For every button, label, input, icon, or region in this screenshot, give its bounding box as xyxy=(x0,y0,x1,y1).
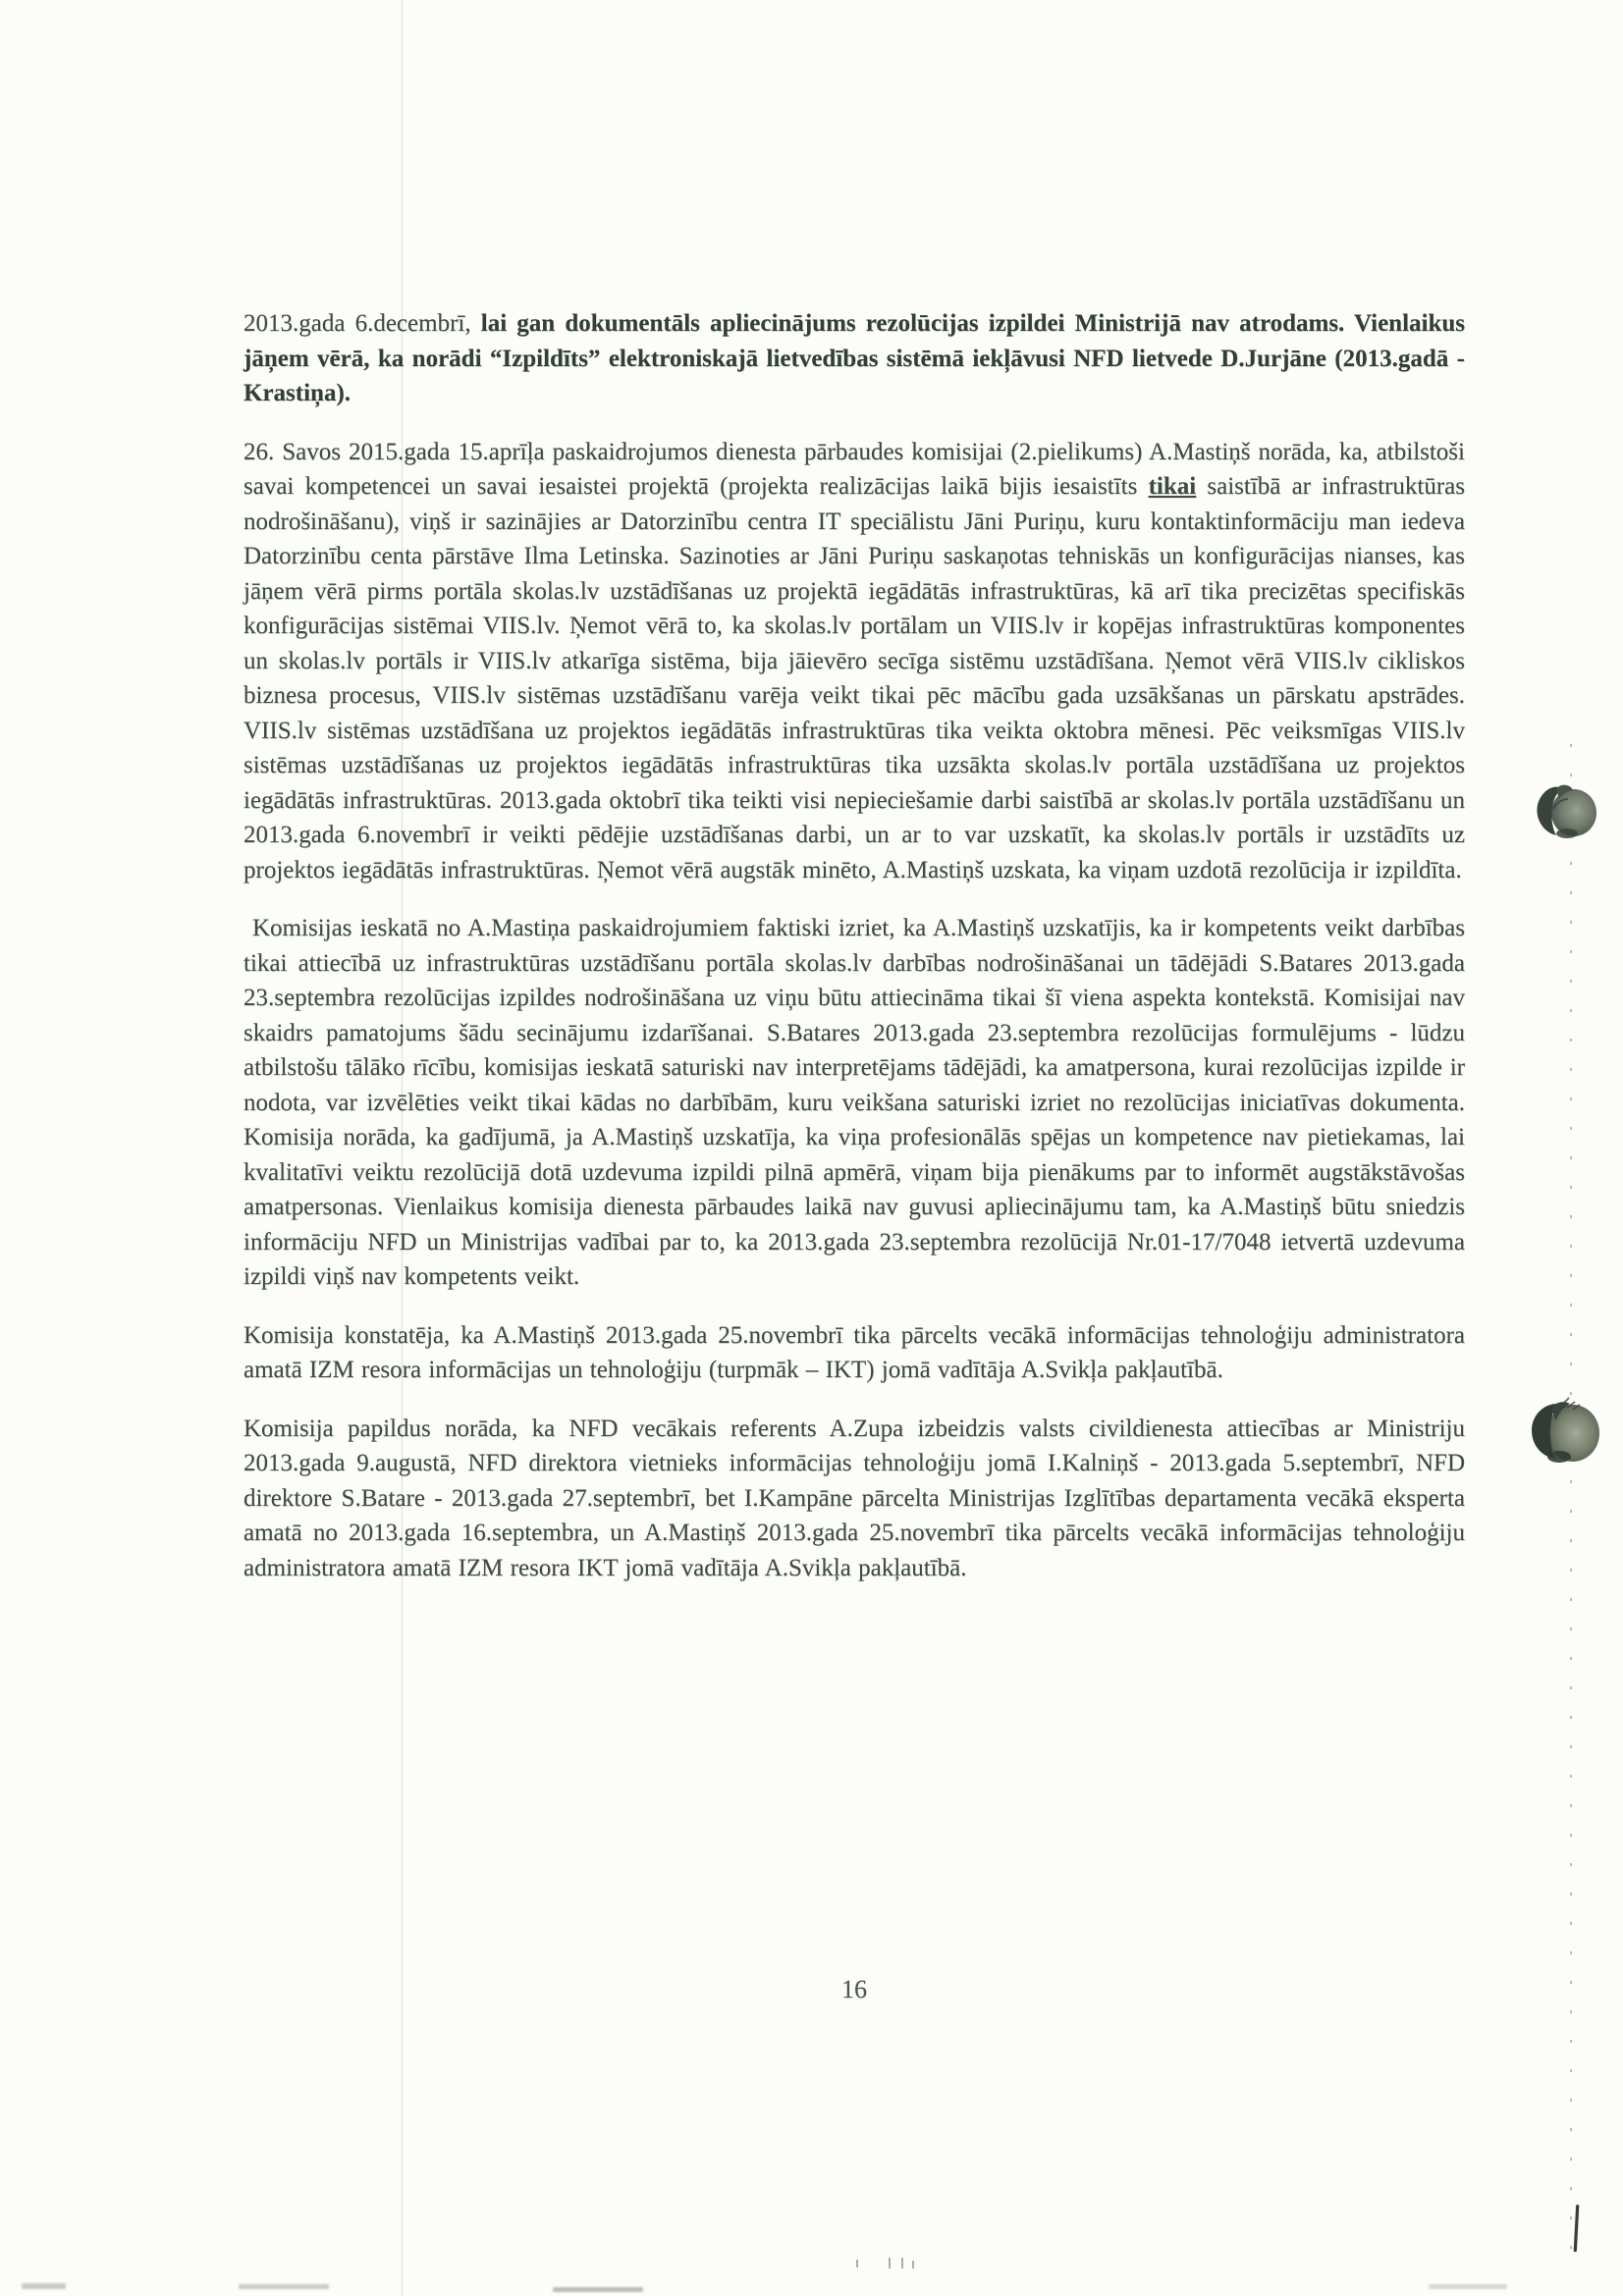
document-text-block xyxy=(243,306,1465,1609)
bottom-edge-tick-mark xyxy=(889,2258,891,2269)
emphasized-word: tikai xyxy=(1148,473,1197,500)
bottom-edge-smudge xyxy=(239,2284,329,2289)
paragraph-continuation xyxy=(243,306,1465,411)
paragraph-text: 26. Savos 2015.gada 15.aprīļa paskaidrojumos dienesta pārbaudes komisijai (2.pielikums) A.Mastiņš norāda, ka, atbilstoši savai kompetencei un savai iesaistei projektā (projekta realizācijas laikā bijis iesaistīts xyxy=(243,438,1465,500)
bottom-edge-tick-mark xyxy=(912,2261,914,2269)
ink-stain-top xyxy=(1532,781,1598,840)
right-edge-dotted-line xyxy=(1570,744,1572,2261)
bottom-edge-tick-mark xyxy=(901,2258,903,2269)
paragraph-text-bold: lai gan dokumentāls apliecinājums rezolūcijas izpildei Ministrijā nav atrodams. Vienlaikus jāņem vērā, ka norādi “Izpildīts” elektroniskajā lietvedības sistēmā iekļāvusi NFD lietvede D.Jurjāne (2013.gadā - Krastiņa). xyxy=(243,310,1466,406)
right-edge-ink-slash xyxy=(1574,2205,1580,2252)
paragraph-text: saistībā ar infrastruktūras nodrošināšanu), viņš ir sazinājies ar Datorzinību centra IT speciālistu Jāni Puriņu, kuru kontaktinformāciju man iedeva Datorzinību centa pārstāve Ilma Letinska. Sazinoties ar Jāni Puriņu saskaņotas tehniskās un konfigurācijas nianses, kas jāņem vērā pirms portāla skolas.lv uzstādīšanas uz projektā iegādātās infrastruktūras, kā arī tika precizētas specifiskās konfigurācijas sistēmai VIIS.lv. Ņemot vērā to, ka skolas.lv portālam un VIIS.lv ir kopējas infrastruktūras komponentes un skolas.lv portāls ir VIIS.lv atkarīga sistēma, bija jāievēro secīga sistēmu uzstādīšana. Ņemot vērā VIIS.lv cikliskos biznesa procesus, VIIS.lv sistēmas uzstādīšanu varēja veikt tikai pēc mācību gada uzsākšanas un pārskatu apstrādes. VIIS.lv sistēmas uzstādīšana uz projektos iegādātās infrastruktūras tika veikta oktobra mēnesi. Pēc veiksmīgas VIIS.lv sistēmas uzstādīšanas uz projektos iegādātās infrastruktūras tika uzsākta skolas.lv portāla uzstādīšana uz projektos iegādātās infrastruktūras. 2013.gada oktobrī tika teikti visi nepieciešamie darbi saistībā ar skolas.lv portāla uzstādīšanu un 2013.gada 6.novembrī ir veikti pēdējie uzstādīšanas darbi, un ar to var uzskatīt, ka skolas.lv portāls ir uzstādīts uz projektos iegādātās infrastruktūras. Ņemot vērā augstāk minēto, A.Mastiņš uzskata, ka viņam uzdotā rezolūcija ir izpildīta. xyxy=(243,473,1465,883)
paragraph-commission-additional-note: Komisija papildus norāda, ka NFD vecākais referents A.Zupa izbeidzis valsts civildienesta attiecības ar Ministriju 2013.gada 9.augustā, NFD direktora vietnieks informācijas tehnoloģiju jomā I.Kalniņš - 2013.gada 5.septembrī, NFD direktore S.Batare - 2013.gada 27.septembrī, bet I.Kampāne pārcelta Ministrijas Izglītības departamenta vecākā eksperta amatā no 2013.gada 16.septembra, un A.Mastiņš 2013.gada 25.novembrī tika pārcelts vecākā informācijas tehnoloģiju administratora amatā IZM resora IKT jomā vadītāja A.Svikļa pakļautībā. xyxy=(243,1415,1465,1581)
bottom-edge-smudge xyxy=(1429,2284,1507,2289)
paragraph-26 xyxy=(243,435,1465,888)
paragraph-commission-finding: Komisija konstatēja, ka A.Mastiņš 2013.gada 25.novembrī tika pārcelts vecākā informācijas tehnoloģiju administratora amatā IZM resora informācijas un tehnoloģiju (turpmāk – IKT) jomā vadītāja A.Svikļa pakļautībā. xyxy=(243,1321,1465,1383)
paragraph-text: 2013.gada 6.decembrī, xyxy=(243,310,481,337)
paragraph-commission-opinion: Komisijas ieskatā no A.Mastiņa paskaidrojumiem faktiski izriet, ka A.Mastiņš uzskatījis, ka ir kompetents veikt darbības tikai attiecībā uz infrastruktūras uzstādīšanu portāla skolas.lv darbības nodrošināšanai un tādējādi S.Batares 2013.gada 23.septembra rezolūcijas izpildes nodrošināšana uz viņu būtu attiecināma tikai šī viena aspekta kontekstā. Komisijai nav skaidrs pamatojums šādu secinājumu izdarīšanai. S.Batares 2013.gada 23.septembra rezolūcijas formulējums - lūdzu atbilstošu tālāko rīcību, komisijas ieskatā saturiski nav interpretējams tādējādi, ka amatpersona, kurai rezolūcijas izpilde ir nodota, var izvēlēties veikt tikai kādas no darbībām, kuru veikšana saturiski izriet no rezolūcijas iniciatīvas dokumenta. Komisija norāda, ka gadījumā, ja A.Mastiņš uzskatīja, ka viņa profesionālās spējas un kompetence nav pietiekamas, lai kvalitatīvi veiktu rezolūcijā dotā uzdevuma izpildi pilnā apmērā, viņam bija pienākums par to informēt augstākstāvošas amatpersonas. Vienlaikus komisija dienesta pārbaudes laikā nav guvusi apliecinājumu tam, ka A.Mastiņš būtu sniedzis informāciju NFD un Ministrijas vadībai par to, ka 2013.gada 23.septembra rezolūcijā Nr.01-17/7048 ietvertā uzdevuma izpildi viņš nav kompetents veikt. xyxy=(243,915,1465,1290)
bottom-edge-smudge xyxy=(553,2287,643,2292)
ink-stain-bottom xyxy=(1524,1396,1604,1470)
bottom-edge-smudge xyxy=(22,2283,66,2289)
page-number: 16 xyxy=(841,1975,867,2003)
bottom-edge-tick-mark xyxy=(856,2260,858,2268)
